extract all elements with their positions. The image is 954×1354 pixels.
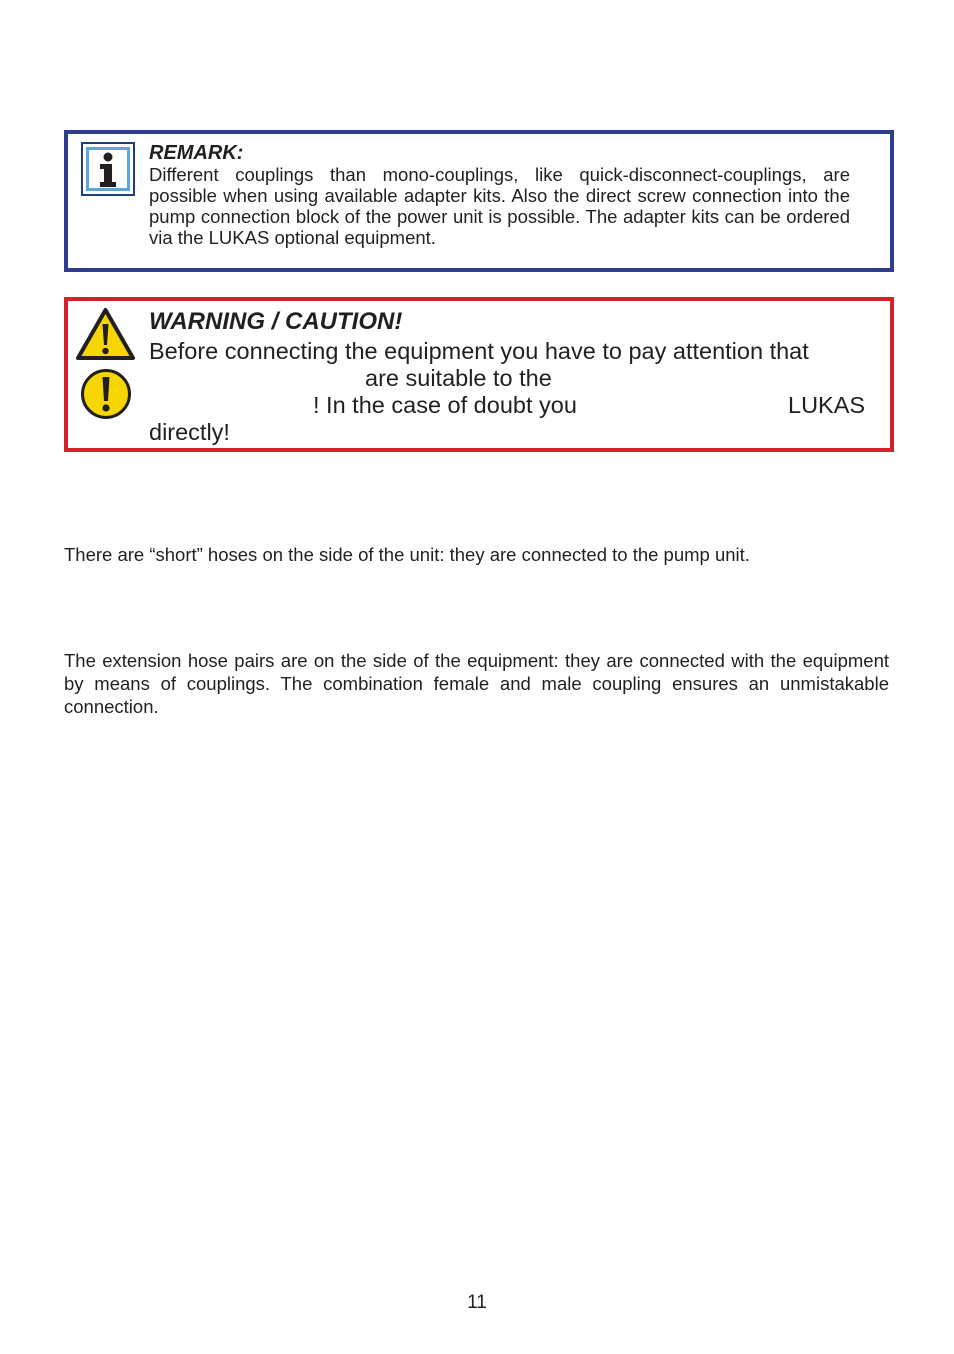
warning-box <box>64 297 894 452</box>
remark-title: REMARK: <box>149 142 244 164</box>
warning-text-line: Before connecting the equipment you have to pay attention that <box>149 338 809 364</box>
info-icon <box>81 142 135 196</box>
remark-box <box>64 130 894 272</box>
page-number: 11 <box>467 1292 487 1313</box>
short-hoses-paragraph: There are “short” hoses on the side of the unit: they are connected to the pump unit. <box>64 544 750 565</box>
exclamation-circle-icon <box>80 368 132 420</box>
warning-title: WARNING / CAUTION! <box>149 308 403 335</box>
remark-text: Different couplings than mono-couplings, like quick-disconnect-couplings, are possible when using available adapter kits. Also the direct screw connection into the pump connection block of the power unit is possible. The adapter kits can be ordered via the LUKAS optional equipment. <box>149 164 850 248</box>
warning-triangle-icon <box>75 307 136 361</box>
extension-hoses-paragraph: The extension hose pairs are on the side of the equipment: they are connected with the equipment by means of couplings. The combination female and male coupling ensures an unmistakable connection. <box>64 650 889 717</box>
warning-text-line: directly! <box>149 419 230 445</box>
warning-text-line: are suitable to the <box>365 365 552 391</box>
warning-text-line: ! In the case of doubt you <box>313 392 577 418</box>
warning-text-line: LUKAS <box>788 392 866 418</box>
